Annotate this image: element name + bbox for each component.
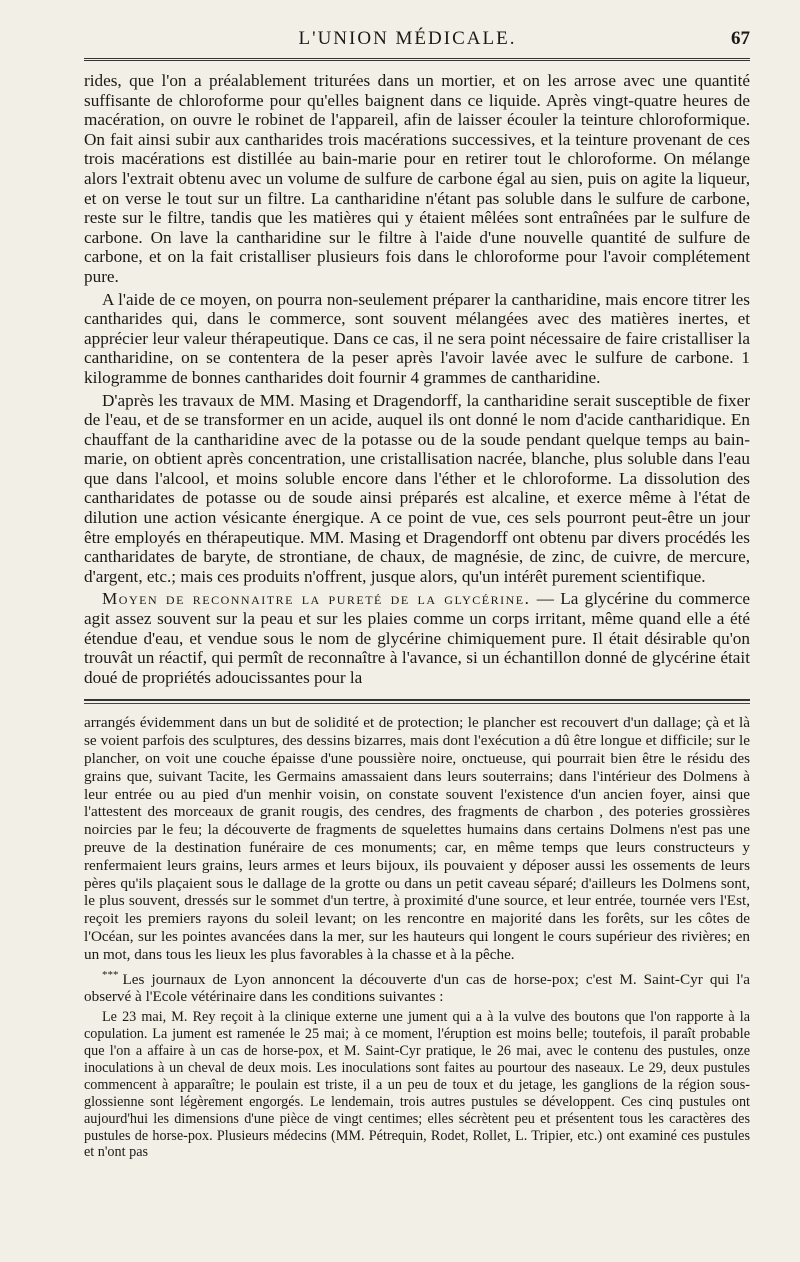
running-title: L'UNION MÉDICALE. xyxy=(298,28,517,49)
feuilleton-small-text xyxy=(84,1009,750,1161)
paragraph: rides, que l'on a préalablement triturées dans un mortier, et on les arrose avec une quantité suffisante de chloroforme pour qu'elles baignent dans ce liquide. Après vingt-quatre heures de macération, on ouvre le robinet de l'appareil, afin de laisser écouler la teinture chloroformique. On fait ainsi subir aux cantharides trois macérations successives, et la teinture provenant de ces trois macérations est distillée au bain-marie pour en retirer tout le chloroforme. On mélange alors l'extrait obtenu avec un volume de sulfure de carbone égal au sien, puis on agite la liqueur, et on verse le tout sur un filtre. La cantharidine n'étant pas soluble dans le sulfure de carbone, reste sur le filtre, tandis que les matières qui y étaient mêlées sont entraînées par le sulfure de carbone. On lave la cantharidine sur le filtre à l'aide d'une nouvelle quantité de sulfure de carbone, et on la fait cristalliser plusieurs fois dans le chloroforme pour l'avoir complétement pure. xyxy=(84,71,750,286)
feuilleton-text xyxy=(84,714,750,1006)
paragraph-text: — La glycérine du commerce agit assez souvent sur la peau et sur les plaies comme un corps irritant, même quand elle a été étendue d'eau, et vendue sous le nom de glycérine chimiquement pure. Il était désirable qu'on trouvât un réactif, qui permît de reconnaître à l'avance, si un échantillon donné de glycérine était doué de propriétés adoucissantes pour la xyxy=(84,589,751,687)
paragraph-text: Les journaux de Lyon annoncent la découverte d'un cas de horse-pox; c'est M. Saint-Cyr qui l'a observé à l'Ecole vétérinaire dans les conditions suivantes : xyxy=(84,970,750,1006)
paragraph-glycerine xyxy=(84,589,750,687)
main-text xyxy=(84,71,750,687)
running-head xyxy=(84,28,750,50)
header-rule xyxy=(84,58,750,61)
footnote-rule xyxy=(84,699,750,704)
feuilleton-paragraph xyxy=(84,967,750,1007)
asterism: *** xyxy=(102,968,119,981)
page-number: 67 xyxy=(731,28,750,49)
feuilleton-paragraph: arrangés évidemment dans un but de solidité et de protection; le plancher est recouvert d'un dallage; çà et là se voient parfois des sculptures, des dessins bizarres, mais dont l'exécution a dû être longue et difficile; sur le plancher, on voit une couche épaisse d'une poussière noire, onctueuse, qui pourrait bien être le résidu des grains que, suivant Tacite, les Germains amassaient dans leurs souterrains; dans l'intérieur des Dolmens à leur entrée ou au pied d'un menhir voisin, on constate souvent l'existence d'un ancien foyer, ainsi que l'attestent des morceaux de granit rougis, des cendres, des fragments de charbon , des poteries grossières noircies par le feu; la découverte de fragments de squelettes humains dans certains Dolmens n'est pas une preuve de la destination funéraire de ces monuments; car, en même temps que leurs constructeurs y renfermaient leurs grains, leurs armes et leurs bijoux, ils pouvaient y déposer aussi les ossements de leurs pères qu'ils plaçaient sous le dallage de la grotte ou dans un petit caveau séparé; d'ailleurs les Dolmens sont, le plus souvent, dressés sur le sommet d'un tertre, à proximité d'une source, et leur entrée, tournée vers l'Est, reçoit les premiers rayons du soleil levant; on les rencontre en majorité dans les forêts, sur les côtes de l'Océan, sur les pointes avancées dans la mer, sur les hauteurs qui longent le cours supérieur des rivières; en un mot, dans tous les lieux les plus favorables à la chasse et à la pêche. xyxy=(84,714,750,963)
paragraph: A l'aide de ce moyen, on pourra non-seulement préparer la cantharidine, mais encore titrer les cantharides qui, dans le commerce, sont souvent mélangées avec des matières inertes, et apprécier leur valeur thérapeutique. Dans ce cas, il ne sera point nécessaire de faire cristalliser la cantharidine, on se contentera de la peser après l'avoir lavée avec le sulfure de carbone. 1 kilogramme de bonnes cantharides doit fournir 4 grammes de cantharidine. xyxy=(84,289,750,387)
paragraph: D'après les travaux de MM. Masing et Dragendorff, la cantharidine serait susceptible de fixer de l'eau, et de se transformer en un acide, auquel ils ont donné le nom d'acide cantharidique. En chauffant de la cantharidine avec de la potasse ou de la soude pendant quelque temps au bain-marie, on obtient après concentration, une cristallisation nacrée, blanche, plus soluble dans l'eau que dans l'alcool, et moins soluble encore dans l'éther et le chloroforme. La dissolution des cantharidates de potasse ou de soude ainsi préparés est alcaline, et exerce même à l'état de dilution une action vésicante énergique. A ce point de vue, ces sels pourront peut-être un jour être employés en thérapeutique. MM. Masing et Dragendorff ont obtenu par divers procédés les cantharidates de baryte, de strontiane, de chaux, de magnésie, de zinc, de cuivre, de mercure, d'argent, etc.; mais ces produits n'offrent, jusque alors, qu'un intérêt purement scientifique. xyxy=(84,390,750,586)
section-heading: Moyen de reconnaitre la pureté de la glycérine. xyxy=(102,589,531,609)
feuilleton-paragraph: Le 23 mai, M. Rey reçoit à la clinique externe une jument qui a à la vulve des boutons que l'on rapporte à la copulation. La jument est ramenée le 25 mai; à ce moment, l'éruption est moins belle; toutefois, il paraît probable que l'on a affaire à un cas de horse-pox, et M. Saint-Cyr pratique, le 26 mai, avec le contenu des pustules, onze inoculations à un cheval de deux mois. Les inoculations sont faites au pourtour des naseaux. Le 29, deux pustules commencent à apparaître; le poulain est triste, il a un peu de toux et du jetage, les ganglions de la région sous-glossienne sont légèrement engorgés. Le lendemain, trois autres pustules se développent. Ces cinq pustules ont aujourd'hui les dimensions d'une pièce de vingt centimes; elles sécrètent peu et présentent tous les caractères des pustules de horse-pox. Plusieurs médecins (MM. Pétrequin, Rodet, Rollet, L. Tripier, etc.) ont examiné ces pustules et n'ont pas xyxy=(84,1009,750,1161)
